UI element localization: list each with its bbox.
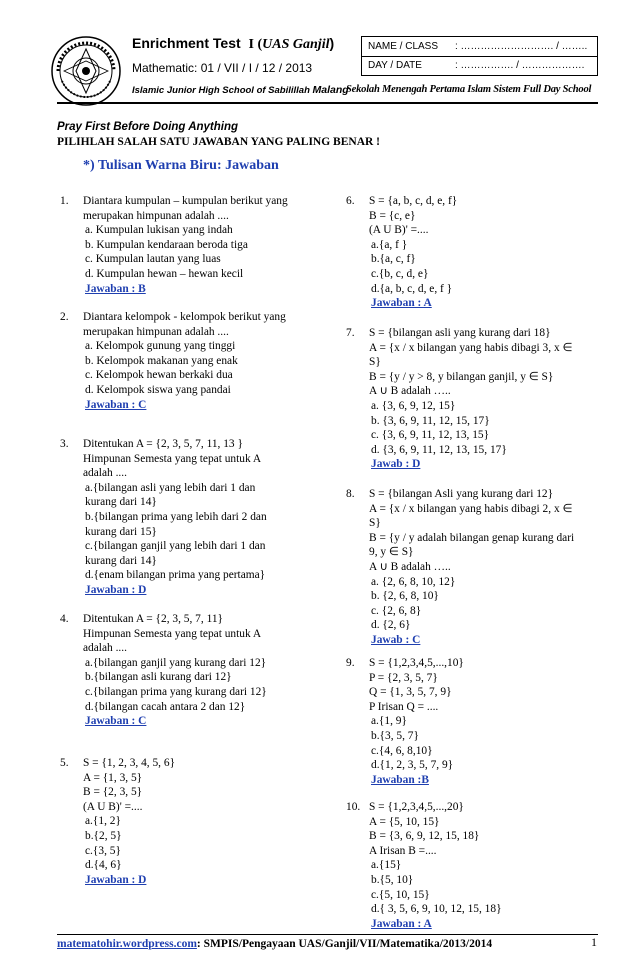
instruction: PILIHLAH SALAH SATU JAWABAN YANG PALING BENAR ! — [57, 136, 381, 148]
question-text: Q = {1, 3, 5, 7, 9} — [369, 686, 452, 699]
answer-option[interactable]: d.{enam bilangan prima yang pertama} — [85, 569, 266, 582]
question-number: 3. — [60, 438, 69, 450]
answer-option[interactable]: d. {3, 6, 9, 11, 12, 13, 15, 17} — [371, 443, 507, 456]
answer-option[interactable]: a.{bilangan asli yang lebih dari 1 dan — [85, 481, 256, 494]
answer-option[interactable]: a.{15} — [371, 859, 402, 872]
answer-option[interactable]: kurang dari 14} — [85, 496, 157, 509]
question-text: Diantara kumpulan – kumpulan berikut yang — [83, 195, 288, 207]
footer-divider — [57, 934, 598, 935]
answer-option[interactable]: kurang dari 15} — [85, 525, 157, 538]
question-text: Himpunan Semesta yang tepat untuk A — [83, 627, 262, 640]
answer-color-note: *) Tulisan Warna Biru: Jawaban — [83, 158, 279, 173]
identity-box — [361, 36, 598, 76]
question-item — [60, 612, 310, 729]
answer-key: Jawaban :B — [371, 773, 429, 786]
question-item — [60, 310, 310, 412]
question-text: S = {bilangan asli yang kurang dari 18} — [369, 327, 551, 339]
question-text: A = {5, 10, 15} — [369, 815, 440, 828]
question-text: (A U B)' =.... — [83, 800, 143, 813]
answer-option[interactable]: a.{1, 9} — [371, 715, 407, 728]
answer-key: Jawaban : A — [371, 297, 432, 310]
question-text: adalah .... — [83, 642, 127, 655]
answer-key: Jawaban : C — [85, 715, 147, 728]
question-text: S = {1,2,3,4,5,...,10} — [369, 657, 464, 669]
question-text: A = {x / x bilangan yang habis dibagi 3, x ∈ — [369, 341, 573, 354]
question-number: 6. — [346, 195, 355, 207]
day-date-label: DAY / DATE — [368, 60, 422, 71]
answer-option[interactable]: c.{bilangan prima yang kurang dari 12} — [85, 685, 267, 698]
answer-option[interactable]: c. Kelompok hewan berkaki dua — [85, 369, 233, 382]
answer-option[interactable]: c.{4, 6, 8,10} — [371, 744, 433, 757]
answer-option[interactable]: b. Kumpulan kendaraan beroda tiga — [85, 238, 248, 251]
question-text: merupakan himpunan adalah .... — [83, 325, 229, 338]
question-text: Ditentukan A = {2, 3, 5, 7, 11} — [83, 613, 224, 625]
answer-option[interactable]: a. Kelompok gunung yang tinggi — [85, 340, 236, 353]
day-date-field[interactable]: : ……………. / ………………. — [455, 60, 585, 71]
question-text: S = {bilangan Asli yang kurang dari 12} — [369, 488, 554, 500]
question-text: A Irisan B =.... — [369, 844, 437, 857]
name-class-label: NAME / CLASS — [368, 41, 439, 52]
answer-key: Jawaban : C — [85, 398, 147, 411]
question-number: 5. — [60, 757, 69, 769]
answer-option[interactable]: b.{2, 5} — [85, 829, 122, 842]
question-text: 9, y ∈ S} — [369, 546, 414, 559]
answer-option[interactable]: a.{bilangan ganjil yang kurang dari 12} — [85, 656, 267, 669]
question-text: B = {c, e} — [369, 209, 416, 222]
question-text: S = {1, 2, 3, 4, 5, 6} — [83, 757, 176, 769]
question-number: 9. — [346, 657, 355, 669]
question-item — [346, 194, 596, 311]
answer-key: Jawaban : A — [371, 917, 432, 930]
question-text: adalah .... — [83, 467, 127, 480]
question-text: S} — [369, 356, 381, 369]
question-text: B = {3, 6, 9, 12, 15, 18} — [369, 830, 480, 843]
answer-key: Jawaban : B — [85, 282, 146, 295]
question-number: 8. — [346, 488, 355, 500]
answer-option[interactable]: d.{bilangan cacah antara 2 dan 12} — [85, 700, 246, 713]
page-number: 1 — [591, 935, 597, 949]
question-text: S = {1,2,3,4,5,...,20} — [369, 801, 464, 813]
answer-key: Jawaban : D — [85, 873, 147, 886]
question-text: Ditentukan A = {2, 3, 5, 7, 11, 13 } — [83, 438, 243, 450]
test-title: Enrichment Test I (UAS Ganjil) — [132, 35, 335, 52]
question-text: P Irisan Q = .... — [369, 700, 439, 713]
question-number: 2. — [60, 311, 69, 323]
answer-option[interactable]: d.{4, 6} — [85, 859, 122, 872]
answer-option[interactable]: c. {2, 6, 8} — [371, 604, 422, 617]
answer-option[interactable]: a.{1, 2} — [85, 815, 121, 828]
subject-code: Mathematic: 01 / VII / I / 12 / 2013 — [132, 61, 313, 75]
question-item — [346, 326, 596, 472]
question-text: Diantara kelompok - kelompok berikut yang — [83, 311, 286, 323]
answer-option[interactable]: d. {2, 6} — [371, 619, 411, 632]
answer-option[interactable]: b. {2, 6, 8, 10} — [371, 590, 439, 603]
answer-option[interactable]: c. {3, 6, 9, 11, 12, 13, 15} — [371, 429, 490, 442]
question-number: 7. — [346, 327, 355, 339]
question-number: 10. — [346, 801, 361, 813]
pray-note: Pray First Before Doing Anything — [57, 121, 239, 133]
answer-key: Jawab : D — [371, 458, 421, 471]
question-text: A = {x / x bilangan yang habis dibagi 2, x ∈ — [369, 502, 573, 515]
school-name: Islamic Junior High School of Sabilillah Malang — [132, 84, 349, 96]
answer-option[interactable]: b.{5, 10} — [371, 873, 414, 886]
question-item — [346, 800, 596, 931]
question-text: A ∪ B adalah ….. — [369, 385, 451, 398]
question-item — [60, 194, 310, 296]
question-text: A = {1, 3, 5} — [83, 771, 143, 784]
answer-option[interactable]: c. Kumpulan lautan yang luas — [85, 253, 221, 266]
answer-option[interactable]: d. Kumpulan hewan – hewan kecil — [85, 267, 244, 280]
answer-option[interactable]: c.{5, 10, 15} — [371, 888, 430, 901]
question-text: S} — [369, 517, 381, 530]
answer-option[interactable]: b.{bilangan asli kurang dari 12} — [85, 671, 232, 684]
question-text: P = {2, 3, 5, 7} — [369, 671, 438, 684]
question-text: S = {a, b, c, d, e, f} — [369, 195, 458, 207]
footer-link[interactable]: matematohir.wordpress.com — [57, 938, 197, 950]
answer-option[interactable]: c.{bilangan ganjil yang lebih dari 1 dan — [85, 540, 266, 553]
footer-text: matematohir.wordpress.com: SMPIS/Pengayaan UAS/Ganjil/VII/Matematika/2013/2014 — [57, 938, 493, 950]
question-text: Himpunan Semesta yang tepat untuk A — [83, 452, 262, 465]
answer-option[interactable]: a. {3, 6, 9, 12, 15} — [371, 399, 456, 412]
question-item — [60, 437, 310, 598]
answer-option[interactable]: d.{1, 2, 3, 5, 7, 9} — [371, 759, 454, 772]
question-item — [346, 487, 596, 648]
question-item — [346, 656, 596, 787]
answer-option[interactable]: a.{a, f } — [371, 238, 408, 251]
header-divider — [57, 102, 598, 104]
answer-option[interactable]: b. Kelompok makanan yang enak — [85, 354, 238, 367]
question-text: B = {y / y adalah bilangan genap kurang dari — [369, 531, 575, 544]
question-number: 4. — [60, 613, 69, 625]
question-number: 1. — [60, 195, 69, 207]
answer-option[interactable]: d. Kelompok siswa yang pandai — [85, 383, 231, 396]
answer-option[interactable]: b. {3, 6, 9, 11, 12, 15, 17} — [371, 414, 490, 427]
question-text: B = {y / y > 8, y bilangan ganjil, y ∈ S} — [369, 370, 554, 383]
answer-option[interactable]: d.{a, b, c, d, e, f } — [371, 282, 453, 295]
answer-option[interactable]: a. {2, 6, 8, 10, 12} — [371, 575, 456, 588]
question-item — [60, 756, 310, 887]
answer-option[interactable]: b.{bilangan prima yang lebih dari 2 dan — [85, 510, 267, 523]
question-text: B = {2, 3, 5} — [83, 786, 143, 799]
question-text: merupakan himpunan adalah .... — [83, 209, 229, 222]
question-text: (A U B)' =.... — [369, 224, 429, 237]
school-logo — [50, 35, 122, 107]
answer-option[interactable]: a. Kumpulan lukisan yang indah — [85, 224, 233, 237]
answer-option[interactable]: b.{3, 5, 7} — [371, 729, 419, 742]
answer-option[interactable]: c.{3, 5} — [85, 844, 121, 857]
answer-option[interactable]: kurang dari 14} — [85, 554, 157, 567]
answer-key: Jawab : C — [371, 633, 421, 646]
answer-option[interactable]: d.{ 3, 5, 6, 9, 10, 12, 15, 18} — [371, 903, 502, 916]
school-seal-icon — [50, 35, 122, 107]
name-class-field[interactable]: : ………………………. / …….. — [455, 41, 588, 52]
answer-key: Jawaban : D — [85, 583, 147, 596]
school-script-tagline: Sekolah Menengah Pertama Islam Sistem Full Day School — [346, 84, 592, 95]
answer-option[interactable]: c.{b, c, d, e} — [371, 267, 429, 280]
answer-option[interactable]: b.{a, c, f} — [371, 253, 416, 266]
question-text: A ∪ B adalah ….. — [369, 560, 451, 573]
